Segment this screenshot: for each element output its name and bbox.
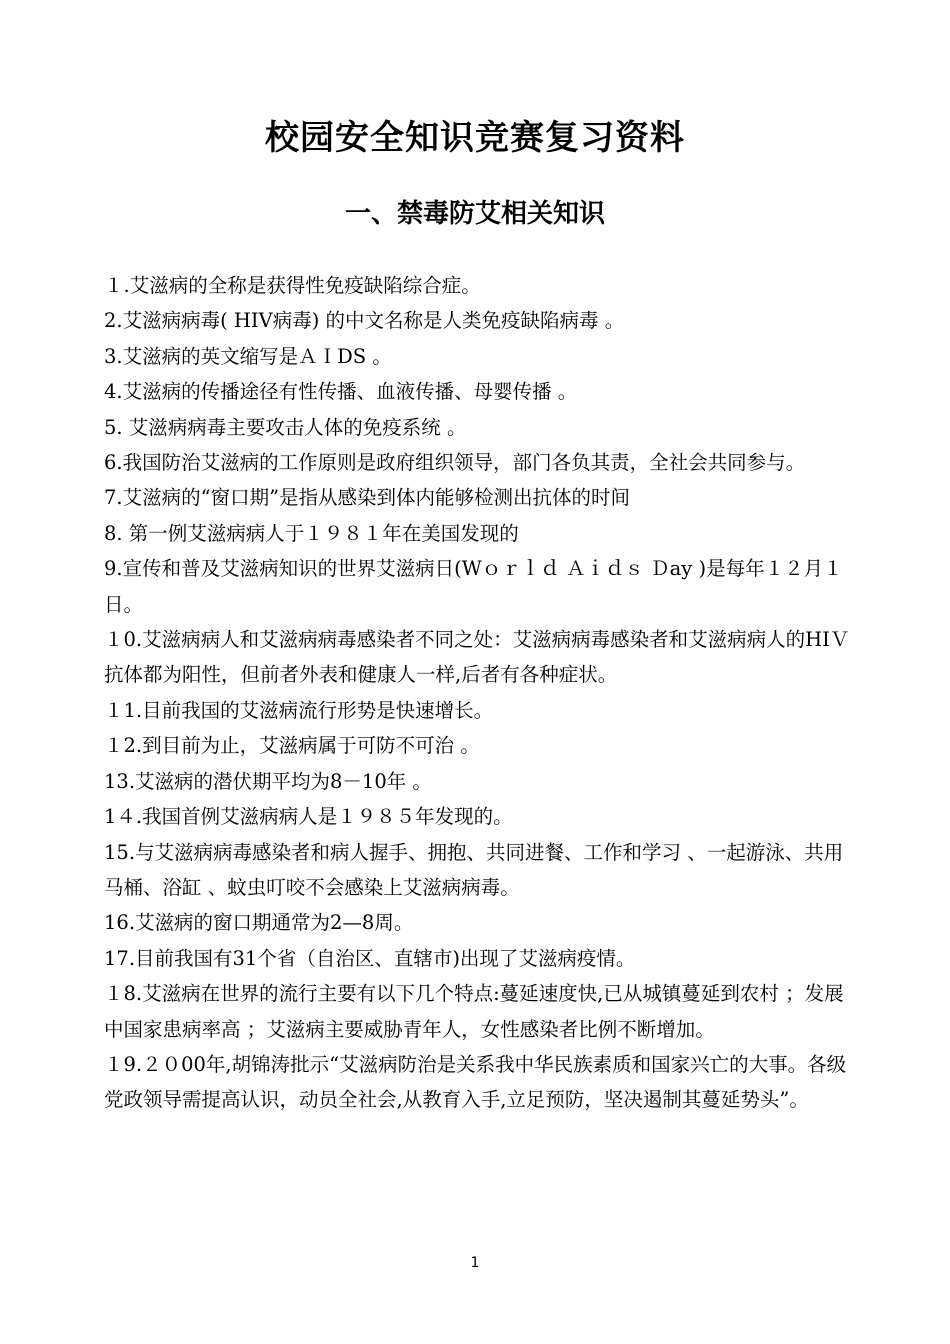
list-item: １9.２０00年,胡锦涛批示“艾滋病防治是关系我中华民族素质和国家兴亡的大事。各级党政领导需提高认识，动员全社会,从教育入手,立足预防，坚决遏制其蔓延势头”。 [104,1052,847,1112]
list-item: 6.我国防治艾滋病的工作原则是政府组织领导，部门各负其责，全社会共同参与。 [104,451,806,475]
list-item: 5. 艾滋病病毒主要攻击人体的免疫系统 。 [104,415,467,439]
list-item: 9.宣传和普及艾滋病知识的世界艾滋病日(Wｏｒｌｄ Ａｉｄｓ Ｄay )是每年１２月１日。 [104,557,843,616]
list-item: 1４.我国首例艾滋病病人是１９８５年发现的。 [104,805,513,829]
list-item: １.艾滋病的全称是获得性免疫缺陷综合症。 [104,274,481,297]
section-heading: 一、禁毒防艾相关知识 [344,199,605,229]
page-number: 1 [470,1255,480,1271]
list-item: 17.目前我国有31个省（自治区、直辖市)出现了艾滋病疫情。 [104,946,636,970]
list-item: 7.艾滋病的“窗口期”是指从感染到体内能够检测出抗体的时间 [104,486,631,510]
list-item: 16.艾滋病的窗口期通常为2—8周。 [104,911,414,935]
list-item: １0.艾滋病病人和艾滋病病毒感染者不同之处：艾滋病病毒感染者和艾滋病病人的HIＶ抗体都为阳性，但前者外表和健康人一样,后者有各种症状。 [104,628,850,687]
list-item: 4.艾滋病的传播途径有性传播、血液传播、母婴传播 。 [104,380,578,404]
document-title: 校园安全知识竞赛复习资料 [265,118,685,158]
list-item: 3.艾滋病的英文缩写是ＡＩDS 。 [104,344,392,368]
list-item: 8. 第一例艾滋病病人于１９８１年在美国发现的 [104,521,519,545]
list-item: １8.艾滋病在世界的流行主要有以下几个特点:蔓延速度快,已从城镇蔓延到农村 ；发展中国家患病率高 ；艾滋病主要威胁青年人，女性感染者比例不断增加。 [104,982,844,1041]
knowledge-list [104,268,854,1118]
list-item: 2.艾滋病病毒( HIV病毒) 的中文名称是人类免疫缺陷病毒 。 [104,309,625,333]
list-item: 15.与艾滋病病毒感染者和病人握手、拥抱、共同进餐、工作和学习 、一起游泳、共用马桶、浴缸 、蚊虫叮咬不会感染上艾滋病病毒。 [104,840,844,899]
list-item: １1.目前我国的艾滋病流行形势是快速增长。 [104,698,494,722]
list-item: １2.到目前为止，艾滋病属于可防不可治 。 [104,734,480,758]
list-item: 13.艾滋病的潜伏期平均为8－10年 。 [104,769,432,793]
